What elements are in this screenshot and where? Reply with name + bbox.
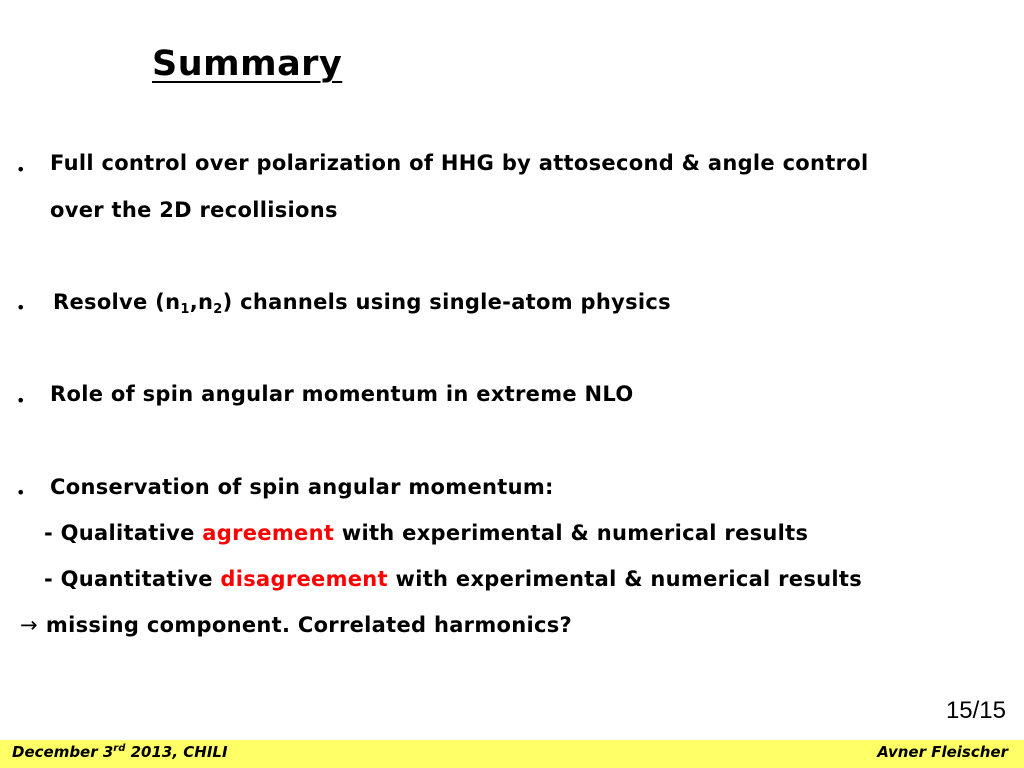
- bullet-dot: •: [16, 391, 26, 410]
- footer-date-suffix: 2013, CHILI: [125, 743, 228, 761]
- bullet-dot: •: [16, 298, 26, 317]
- sub-line-qualitative-after: with experimental & numerical results: [334, 521, 809, 545]
- footer-author: Avner Fleischer: [877, 743, 1008, 761]
- bullet-2-line: [53, 290, 671, 317]
- right-arrow-icon: →: [20, 613, 38, 637]
- highlight-agreement: agreement: [202, 521, 335, 545]
- bullet-2-subscript-1: 1: [180, 302, 190, 317]
- bullet-dot: •: [16, 160, 26, 179]
- sub-line-quantitative-before: - Quantitative: [44, 567, 221, 591]
- bullet-dot: •: [16, 483, 26, 502]
- bullet-2-prefix: Resolve (n: [53, 290, 181, 314]
- footer-bar: [0, 740, 1024, 768]
- sub-line-quantitative-after: with experimental & numerical results: [387, 567, 863, 591]
- bullet-2-suffix: ) channels using single-atom physics: [222, 290, 671, 314]
- page-number: 15/15: [945, 697, 1006, 724]
- bullet-1-line-1: Full control over polarization of HHG by attosecond & angle control: [50, 151, 869, 175]
- footer-date: [12, 743, 228, 761]
- bullet-3-line: Role of spin angular momentum in extreme NLO: [50, 382, 634, 406]
- conclusion-line: [20, 613, 572, 637]
- conclusion-text: missing component. Correlated harmonics?: [45, 613, 573, 637]
- sub-line-qualitative-before: - Qualitative: [44, 521, 203, 545]
- footer-date-superscript: rd: [113, 743, 126, 754]
- bullet-2-subscript-2: 2: [213, 302, 223, 317]
- slide-title: Summary: [152, 44, 343, 84]
- bullet-2-comma: ,n: [189, 290, 214, 314]
- bullet-4-line: Conservation of spin angular momentum:: [50, 475, 554, 499]
- sub-line-quantitative: [44, 567, 862, 591]
- sub-line-qualitative: [44, 521, 808, 545]
- bullet-1-line-2: over the 2D recollisions: [50, 198, 338, 222]
- footer-date-prefix: December 3: [12, 743, 114, 761]
- highlight-disagreement: disagreement: [220, 567, 388, 591]
